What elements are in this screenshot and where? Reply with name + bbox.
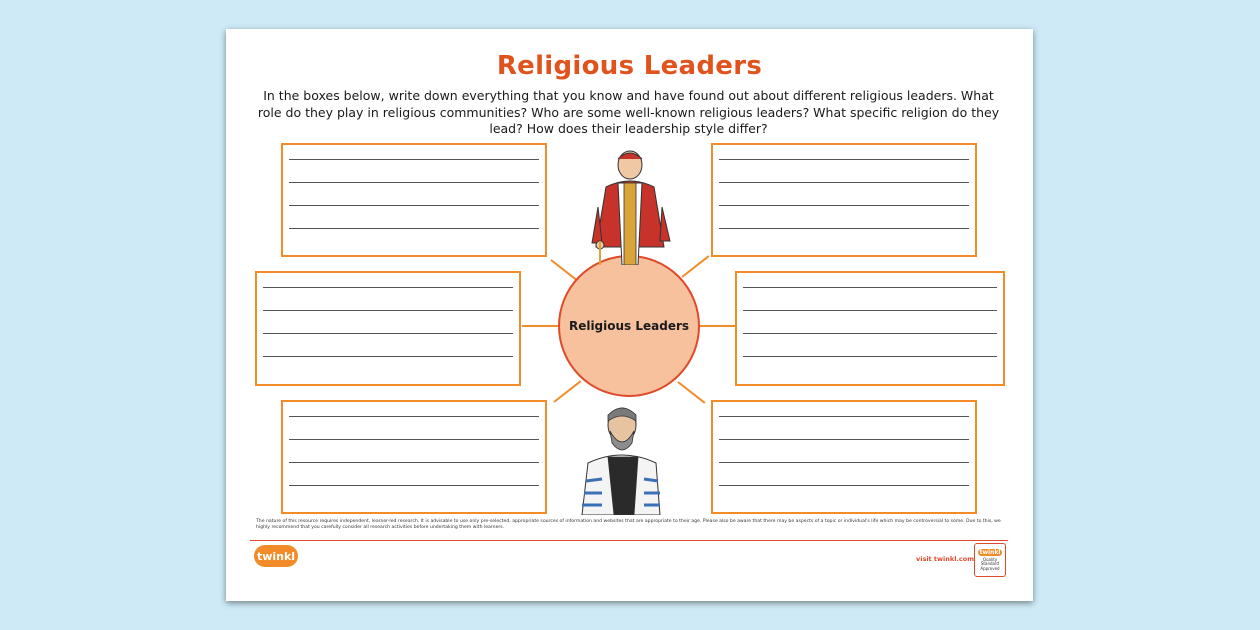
answer-box-top-left[interactable] <box>281 143 547 257</box>
worksheet-instructions: In the boxes below, write down everything that you know and have found out about different religious leaders. What role do they play in religious communities? Who are some well-known religious leaders? What specific religion do they lead? How does their leadership style differ? <box>257 88 1000 136</box>
writing-line[interactable] <box>719 485 969 486</box>
writing-line[interactable] <box>289 485 539 486</box>
writing-line[interactable] <box>263 287 513 288</box>
writing-line[interactable] <box>289 205 539 206</box>
writing-line[interactable] <box>743 310 997 311</box>
visit-link[interactable]: visit twinkl.com <box>916 555 975 563</box>
writing-line[interactable] <box>289 228 539 229</box>
writing-line[interactable] <box>743 333 997 334</box>
writing-line[interactable] <box>289 439 539 440</box>
writing-line[interactable] <box>719 228 969 229</box>
footer-divider <box>250 540 1008 541</box>
writing-line[interactable] <box>719 439 969 440</box>
connector-middle-right <box>700 325 736 327</box>
answer-box-middle-left[interactable] <box>255 271 521 386</box>
connector-top-right <box>681 255 709 278</box>
answer-box-middle-right[interactable] <box>735 271 1005 386</box>
writing-line[interactable] <box>719 159 969 160</box>
worksheet-page <box>226 29 1033 601</box>
writing-line[interactable] <box>719 462 969 463</box>
writing-line[interactable] <box>743 356 997 357</box>
answer-box-bottom-right[interactable] <box>711 400 977 514</box>
answer-box-bottom-left[interactable] <box>281 400 547 514</box>
answer-box-top-right[interactable] <box>711 143 977 257</box>
central-topic-label: Religious Leaders <box>568 319 690 333</box>
research-disclaimer: The nature of this resource requires independent, learner-led research. It is advisable to use only pre-selected, appropriate sources of information and websites that are appropriate to their age. Please also be aware that there may be aspects of a topic or individual's life which may be controversial to some. Due to this, we highly recommend that you carefully consider all research activities before undertaking them with learners. <box>256 519 1001 530</box>
pope-illustration <box>578 147 682 265</box>
writing-line[interactable] <box>289 416 539 417</box>
writing-line[interactable] <box>743 287 997 288</box>
writing-line[interactable] <box>263 310 513 311</box>
quality-badge <box>974 543 1006 577</box>
writing-line[interactable] <box>263 333 513 334</box>
writing-line[interactable] <box>289 182 539 183</box>
badge-text: Quality Standard Approved <box>980 556 1000 571</box>
connector-middle-left <box>522 325 558 327</box>
rabbi-illustration <box>568 401 664 515</box>
worksheet-title: Religious Leaders <box>496 51 763 81</box>
writing-line[interactable] <box>289 462 539 463</box>
central-topic-circle <box>558 255 700 397</box>
badge-title: twinkl <box>979 548 1001 556</box>
writing-line[interactable] <box>289 159 539 160</box>
writing-line[interactable] <box>719 416 969 417</box>
writing-line[interactable] <box>719 205 969 206</box>
connector-top-left <box>550 259 578 282</box>
writing-line[interactable] <box>263 356 513 357</box>
connector-bottom-right <box>677 381 705 404</box>
twinkl-logo[interactable]: twinkl <box>254 545 298 567</box>
writing-line[interactable] <box>719 182 969 183</box>
connector-bottom-left <box>553 380 581 403</box>
